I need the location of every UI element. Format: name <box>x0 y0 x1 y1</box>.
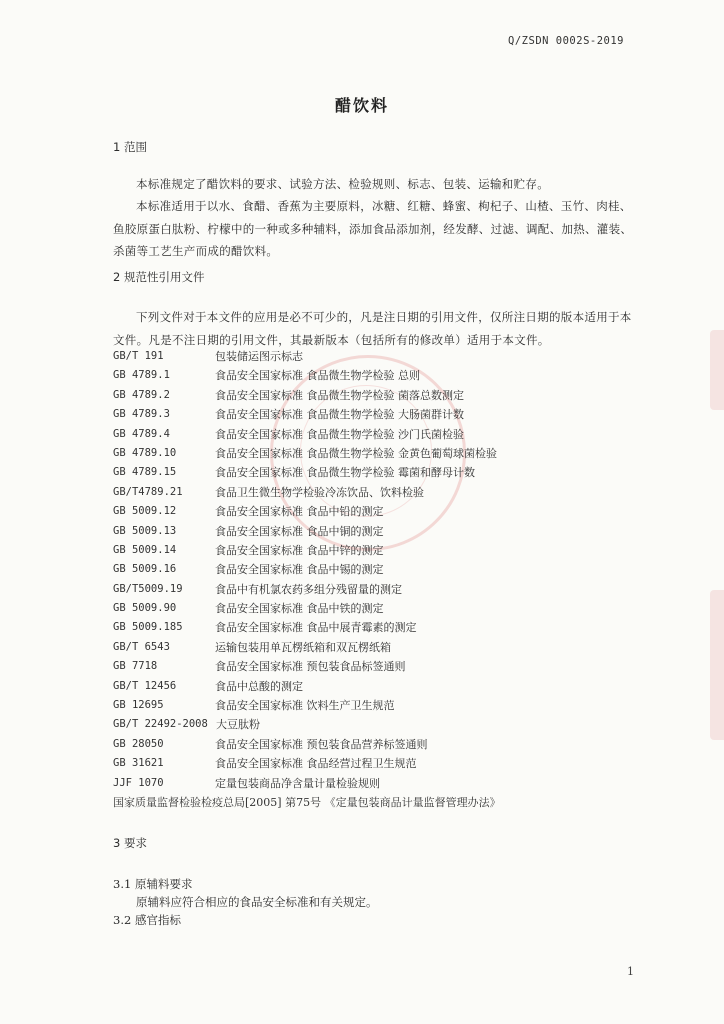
reference-title: 食品安全国家标准 食品经营过程卫生规范 <box>215 757 417 771</box>
reference-title: 食品安全国家标准 预包装食品标签通则 <box>215 660 406 674</box>
reference-code: GB 5009.185 <box>113 621 183 634</box>
reference-code: GB 31621 <box>113 757 164 770</box>
reference-code: 国家质量监督检验检疫总局[2005] 第75号 《定量包装商品计量监督管理办法》 <box>113 795 501 809</box>
reference-row <box>113 522 643 541</box>
reference-code: GB 7718 <box>113 660 158 673</box>
reference-title: 食品安全国家标准 食品微生物学检验 霉菌和酵母计数 <box>215 466 475 480</box>
reference-code: GB 4789.10 <box>113 446 177 459</box>
reference-code: GB 4789.2 <box>113 388 170 401</box>
reference-code: GB 12695 <box>113 699 164 712</box>
reference-row <box>113 444 643 463</box>
reference-row <box>113 580 643 599</box>
reference-title: 运输包装用单瓦楞纸箱和双瓦楞纸箱 <box>215 640 391 654</box>
reference-title: 食品安全国家标准 食品微生物学检验 沙门氏菌检验 <box>215 427 464 441</box>
section2-intro: 下列文件对于本文件的应用是必不可少的，凡是注日期的引用文件，仅所注日期的版本适用于本文件。凡是不注日期的引用文件，其最新版本（包括所有的修改单）适用于本文件。 <box>113 310 632 347</box>
reference-row <box>113 754 643 773</box>
reference-row <box>113 735 643 754</box>
reference-code: GB 5009.16 <box>113 563 177 576</box>
reference-code: GB/T 6543 <box>113 640 170 653</box>
reference-row <box>113 638 643 657</box>
reference-code: GB/T 191 <box>113 350 164 362</box>
reference-row <box>113 560 643 579</box>
reference-code: GB/T 12456 <box>113 679 177 692</box>
section1-paragraph-1: 本标准规定了醋饮料的要求、试验方法、检验规则、标志、包装、运输和贮存。 <box>136 177 549 191</box>
reference-title: 包装储运图示标志 <box>215 350 303 363</box>
reference-row <box>113 696 643 715</box>
reference-code: GB/T4789.21 <box>113 485 183 498</box>
reference-row <box>113 502 643 521</box>
reference-code: GB 5009.14 <box>113 543 177 556</box>
reference-title: 食品安全国家标准 食品中锌的测定 <box>215 543 384 557</box>
reference-row <box>113 793 643 812</box>
reference-title: 食品安全国家标准 食品中铜的测定 <box>215 524 384 538</box>
reference-code: GB 4789.3 <box>113 408 170 421</box>
reference-code: GB 4789.15 <box>113 466 177 479</box>
reference-title: 食品安全国家标准 饮料生产卫生规范 <box>215 699 395 713</box>
reference-row <box>113 425 643 444</box>
reference-code: GB 5009.12 <box>113 505 177 518</box>
reference-row <box>113 657 643 676</box>
reference-row <box>113 483 643 502</box>
document-code: Q/ZSDN 0002S-2019 <box>508 35 624 47</box>
reference-code: GB 5009.90 <box>113 602 177 615</box>
reference-row <box>113 618 643 637</box>
reference-title: 食品安全国家标准 食品中锡的测定 <box>215 563 384 577</box>
reference-row <box>113 347 643 366</box>
reference-title: 食品安全国家标准 食品微生物学检验 总则 <box>215 369 420 383</box>
section3-2-heading: 3.2 感官指标 <box>113 913 181 927</box>
reference-row <box>113 386 643 405</box>
edge-seal-mark-top <box>710 330 724 410</box>
reference-row <box>113 715 643 734</box>
section3-1-heading: 3.1 原辅料要求 <box>113 877 193 891</box>
reference-row <box>113 599 643 618</box>
reference-code: GB 5009.13 <box>113 524 177 537</box>
section1-heading: 1 范围 <box>113 140 147 154</box>
reference-title: 食品安全国家标准 食品微生物学检验 菌落总数测定 <box>215 388 464 402</box>
reference-code: GB 28050 <box>113 737 164 750</box>
reference-title: 食品安全国家标准 食品中展青霉素的测定 <box>215 621 417 635</box>
reference-code: GB 4789.1 <box>113 369 170 382</box>
reference-code: GB/T5009.19 <box>113 582 183 595</box>
reference-code: JJF 1070 <box>113 776 164 789</box>
reference-title: 食品安全国家标准 食品中铅的测定 <box>215 505 384 519</box>
reference-title: 食品安全国家标准 食品微生物学检验 金黄色葡萄球菌检验 <box>215 446 497 460</box>
reference-row <box>113 366 643 385</box>
reference-row <box>113 405 643 424</box>
reference-title: 食品安全国家标准 食品中铁的测定 <box>215 602 384 616</box>
reference-row <box>113 463 643 482</box>
reference-row <box>113 774 643 793</box>
section3-1-text: 原辅料应符合相应的食品安全标准和有关规定。 <box>136 895 378 909</box>
reference-row <box>113 677 643 696</box>
edge-seal-mark-bottom <box>710 590 724 740</box>
page-number: 1 <box>627 965 634 978</box>
reference-title: 定量包装商品净含量计量检验规则 <box>215 776 380 790</box>
reference-title: 食品卫生微生物学检验冷冻饮品、饮料检验 <box>215 485 424 499</box>
reference-title: 食品安全国家标准 食品微生物学检验 大肠菌群计数 <box>215 408 464 422</box>
reference-title: 食品中有机氯农药多组分残留量的测定 <box>215 582 402 596</box>
reference-title: 食品安全国家标准 预包装食品营养标签通则 <box>215 737 428 751</box>
reference-title: 食品中总酸的测定 <box>215 679 303 693</box>
section3-heading: 3 要求 <box>113 836 147 850</box>
reference-code: GB/T 22492-2008 <box>113 718 208 731</box>
section2-heading: 2 规范性引用文件 <box>113 270 205 284</box>
section1-paragraph-2: 本标准适用于以水、食醋、香蕉为主要原料，冰糖、红糖、蜂蜜、枸杞子、山楂、玉竹、肉桂、鱼胶原蛋白肽粉、柠檬中的一种或多种辅料，添加食品添加剂，经发酵、过滤、调配、加热、灌装、杀菌等工艺生产而成的醋饮料。 <box>113 199 633 258</box>
reference-row <box>113 541 643 560</box>
document-title: 醋饮料 <box>334 96 389 115</box>
reference-code: GB 4789.4 <box>113 427 170 440</box>
reference-title: 大豆肽粉 <box>216 718 260 732</box>
reference-list <box>113 347 643 812</box>
